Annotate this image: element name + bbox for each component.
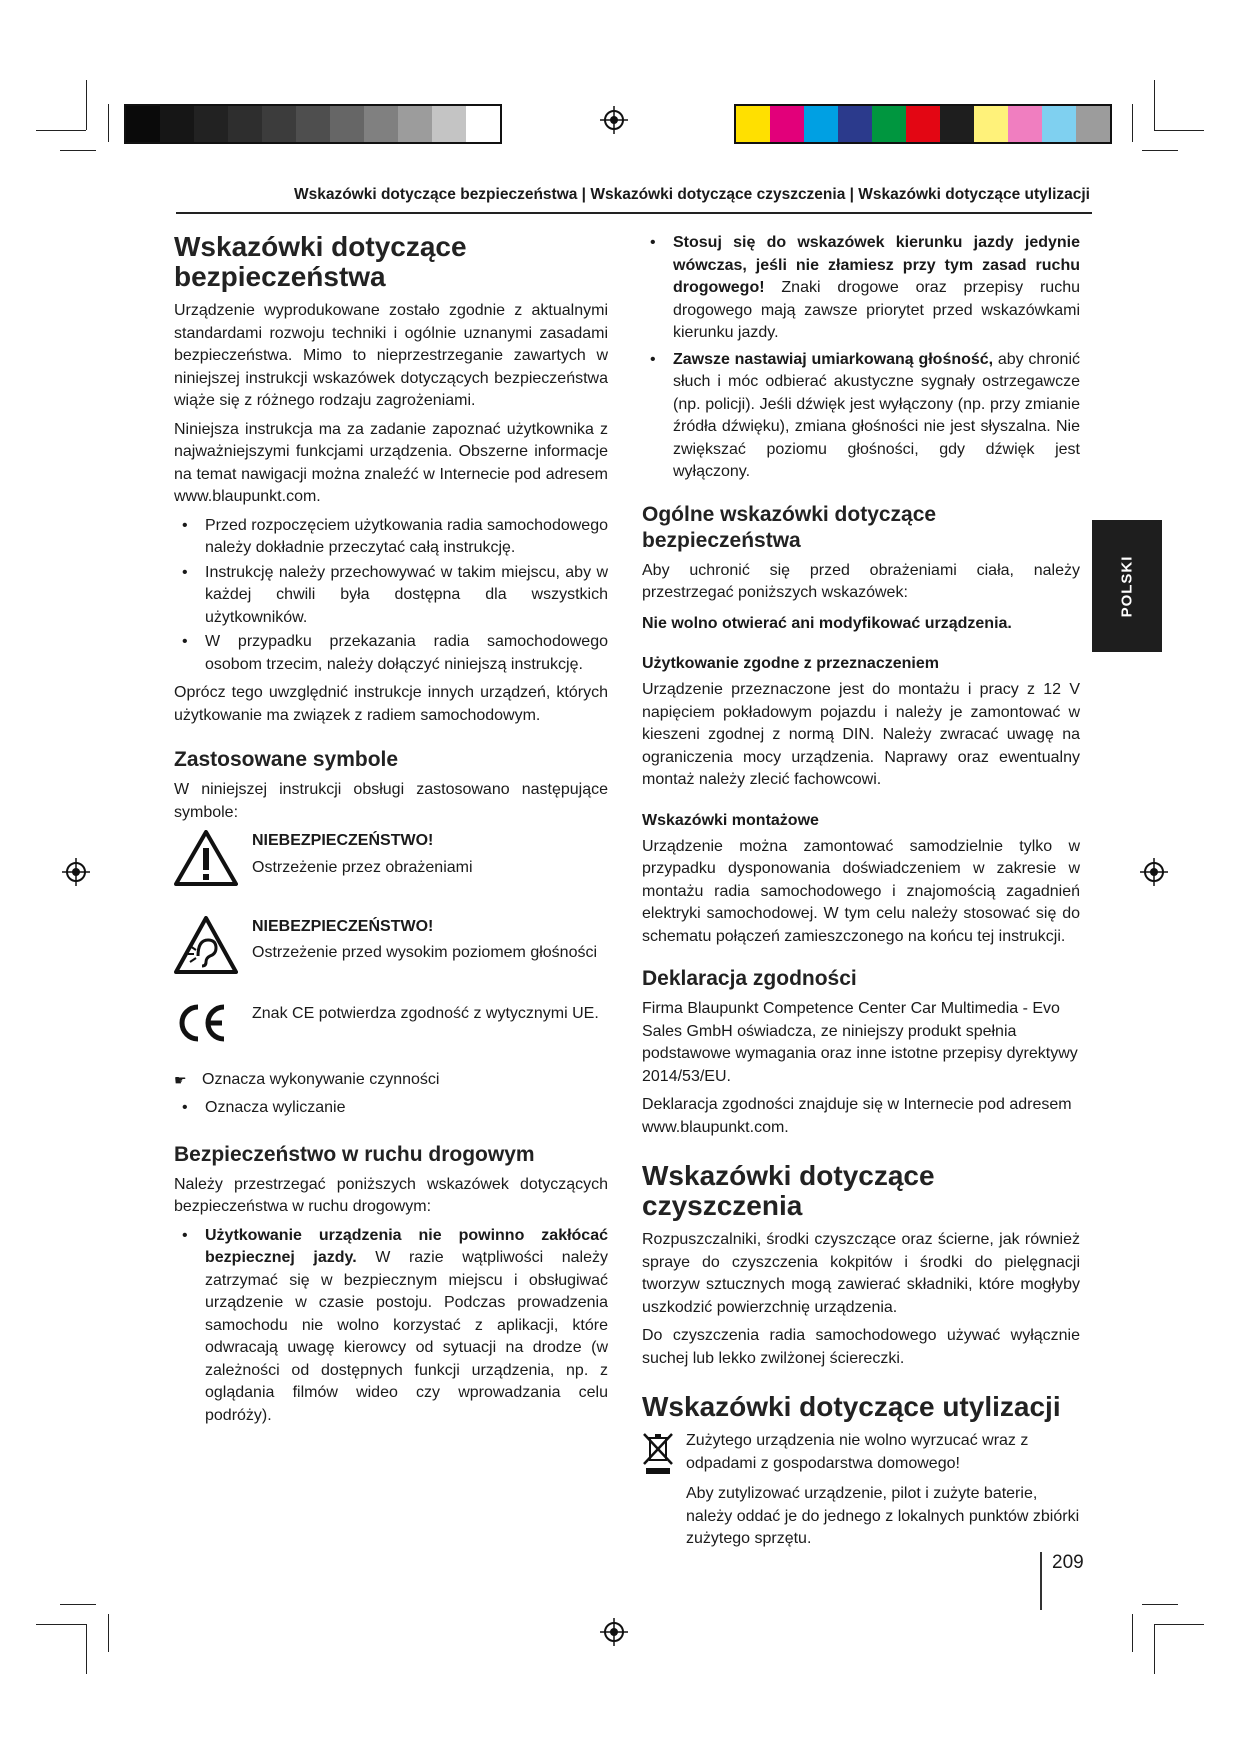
intro-paragraph: Oprócz tego uwzględnić instrukcje innych urządzeń, których użytkowanie ma związek z radiem samochodowym. [174, 684, 608, 724]
traffic-bullet-list [174, 1225, 608, 1428]
crop-mark [1154, 80, 1155, 130]
symbol-text: Ostrzeżenie przez obrażeniami [252, 858, 473, 876]
registration-mark-icon [1140, 858, 1168, 886]
crop-mark [108, 104, 109, 142]
list-item [174, 1225, 608, 1428]
cleaning-text: Rozpuszczalniki, środki czyszczące oraz ścierne, jak również spraye do czyszczenia kokpitów i środki do pielęgnacji tworzyw sztucznych mogą zawierać składniki, które mogłyby uszkodzić powierzchnię urządzenia. [642, 1231, 1080, 1316]
language-tab [1092, 520, 1162, 652]
general-safety-heading: Ogólne wskazówki dotyczące bezpieczeństwa [642, 502, 937, 552]
grayscale-calibration-bar [124, 104, 502, 144]
cleaning-title: Wskazówki dotyczące czyszczenia [642, 1160, 935, 1221]
symbols-intro: W niniejszej instrukcji obsługi zastosowano następujące symbole: [174, 781, 608, 821]
intended-use-text: Urządzenie przeznaczone jest do montażu i pracy z 12 V napięciem pokładowym pojazdu i należy je zamontować w kieszeni zgodnej z normą DIN. Należy zwracać uwagę na ograniczenia mocy urządzenia. Naprawy oraz ewentualny montaż należy zlecić fachowcowi. [642, 681, 1080, 788]
calibration-swatch [228, 106, 262, 142]
crop-mark [1154, 1624, 1204, 1625]
crop-mark [108, 1614, 109, 1652]
symbol-entry [174, 916, 608, 982]
intro-paragraph: Niniejsza instrukcja ma za zadanie zapoznać użytkownika z najważniejszymi funkcjami urządzenia. Obszerne informacje na temat nawigacji można znaleźć w Internecie pod adresem www.blaupunkt.com. [174, 420, 608, 505]
crop-mark [1142, 1604, 1178, 1605]
conformity-heading: Deklaracja zgodności [642, 967, 857, 990]
legend-action-label: Oznacza wykonywanie czynności [202, 1070, 440, 1088]
loud-volume-warning-icon [174, 916, 238, 974]
disposal-block [642, 1430, 1080, 1557]
calibration-swatch [770, 106, 804, 142]
ce-mark-icon [174, 1003, 230, 1043]
traffic-bullet-text: W razie wątpliwości należy zatrzymać się w bezpiecznym miejscu i obsługiwać urządzenie w czasie postoju. Podczas prowadzenia samochodu nie wolno korzystać z aplikacji, które odwracają uwagę kierowcy od sytuacji na drodze (w zależności od dostępnych funkcji urządzenia, np. z oglądania filmów wideo czy wprowadzania celu podróży). [205, 1249, 608, 1424]
registration-mark-icon [62, 858, 90, 886]
calibration-swatch [398, 106, 432, 142]
intro-bullet-list [174, 515, 608, 677]
language-tab-label: POLSKI [1118, 555, 1136, 617]
traffic-bullet-bold: Użytkowanie urządzenia nie powinno zakłócać bezpiecznej jazdy. [205, 1226, 608, 1266]
calibration-swatch [296, 106, 330, 142]
disposal-text: Zużytego urządzenia nie wolno wyrzucać wraz z odpadami z gospodarstwa domowego! [686, 1432, 1029, 1472]
crop-mark [60, 150, 96, 151]
calibration-swatch [432, 106, 466, 142]
symbol-title: NIEBEZPIECZEŃSTWO! [252, 917, 434, 935]
calibration-swatch [1042, 106, 1076, 142]
crop-mark [1154, 130, 1204, 131]
calibration-swatch [160, 106, 194, 142]
calibration-swatch [974, 106, 1008, 142]
general-safety-intro: Aby uchronić się przed obrażeniami ciała, należy przestrzegać poniższych wskazówek: [642, 561, 1080, 601]
crop-mark [36, 130, 86, 131]
calibration-swatch [872, 106, 906, 142]
calibration-swatch [330, 106, 364, 142]
list-item: • Przed rozpoczęciem użytkowania radia samochodowego należy dokładnie przeczytać całą instrukcję. [174, 515, 608, 560]
list-item: • W przypadku przekazania radia samochodowego osobom trzecim, należy dołączyć niniejszą instrukcję. [174, 631, 608, 676]
safety-title: Wskazówki dotyczące bezpieczeństwa [174, 231, 467, 292]
traffic-intro: Należy przestrzegać poniższych wskazówek dotyczących bezpieczeństwa w ruchu drogowym: [174, 1175, 608, 1215]
header-divider [176, 212, 1092, 214]
calibration-swatch [194, 106, 228, 142]
calibration-swatch [940, 106, 974, 142]
pointing-hand-icon: ☛ [174, 1071, 187, 1088]
calibration-swatch [804, 106, 838, 142]
calibration-swatch [736, 106, 770, 142]
page-number: 209 [1052, 1552, 1084, 1573]
symbol-text: Znak CE potwierdza zgodność z wytycznymi UE. [252, 1005, 599, 1022]
calibration-swatch [126, 106, 160, 142]
intended-use-heading: Użytkowanie zgodne z przeznaczeniem [642, 655, 939, 672]
conformity-text: Deklaracja zgodności znajduje się w Internecie pod adresem www.blaupunkt.com. [642, 1096, 1072, 1136]
calibration-swatch [906, 106, 940, 142]
symbols-heading: Zastosowane symbole [174, 748, 399, 771]
cleaning-text: Do czyszczenia radia samochodowego używać wyłącznie suchej lub lekko zwilżonej ściereczki. [642, 1327, 1080, 1367]
crop-mark [60, 1604, 96, 1605]
color-calibration-bar [734, 104, 1112, 144]
disposal-title: Wskazówki dotyczące utylizacji [642, 1391, 1061, 1422]
calibration-swatch [262, 106, 296, 142]
crop-mark [1132, 104, 1133, 142]
symbol-entry [174, 830, 608, 894]
right-column [642, 232, 1080, 1557]
legend-action [174, 1069, 608, 1092]
intro-paragraph: Urządzenie wyprodukowane zostało zgodnie z aktualnymi standardami rozwoju techniki i ogólnie uznanymi zasadami bezpieczeństwa. Mimo to nieprzestrzeganie zawartych w niniejszej instrukcji wskazówek dotyczących bezpieczeństwa wiąże się z różnego rodzaju zagrożeniami. [174, 302, 608, 409]
warning-triangle-icon [174, 830, 238, 886]
mounting-text: Urządzenie można zamontować samodzielnie tylko w przypadku dysponowania doświadczeniem w zakresie w montażu radia samochodowego i znajomością zagadnień elektryki samochodowej. W tym celu należy stosować się do schematu połączeń zamieszczonego na końcu tej instrukcji. [642, 837, 1080, 945]
calibration-swatch [466, 106, 500, 142]
calibration-swatch [1076, 106, 1110, 142]
general-safety-warning: Nie wolno otwierać ani modyfikować urządzenia. [642, 614, 1012, 632]
list-item [642, 349, 1080, 484]
registration-mark-icon [600, 1618, 628, 1646]
crop-mark [1154, 1624, 1155, 1674]
crop-mark [36, 1624, 86, 1625]
calibration-swatch [1008, 106, 1042, 142]
legend-list [174, 1097, 608, 1120]
symbol-text: Ostrzeżenie przed wysokim poziomem głośności [252, 944, 598, 961]
crop-mark [1142, 150, 1178, 151]
registration-mark-icon [600, 106, 628, 134]
list-item: • Instrukcję należy przechowywać w takim miejscu, aby w każdej chwili była dostępna dla wszystkich użytkowników. [174, 562, 608, 630]
traffic-heading: Bezpieczeństwo w ruchu drogowym [174, 1142, 535, 1166]
symbol-entry [174, 1003, 608, 1051]
list-item [642, 232, 1080, 345]
crop-mark [1132, 1614, 1133, 1652]
mounting-heading: Wskazówki montażowe [642, 811, 819, 829]
calibration-swatch [838, 106, 872, 142]
left-column [174, 232, 608, 1433]
list-item: • Oznacza wyliczanie [174, 1097, 608, 1120]
bullet-bold: Zawsze nastawiaj umiarkowaną głośność, [673, 350, 994, 368]
disposal-text: Aby zutylizować urządzenie, pilot i zużyte baterie, należy oddać je do jednego z lokalnych punktów zbiórki zużytego sprzętu. [686, 1485, 1080, 1547]
right-bullet-list [642, 232, 1080, 484]
bullet-bold: Stosuj się do wskazówek kierunku jazdy jedynie wówczas, jeśli nie złamiesz przy tym zasad ruchu drogowego! [673, 234, 1080, 296]
bullet-text: Znaki drogowe oraz przepisy ruchu drogowego mają zawsze priorytet przed wskazówkami kierunku jazdy. [673, 279, 1080, 341]
bullet-text: aby chronić słuch i móc odbierać akustyczne sygnały ostrzegawcze (np. policji). Jeśli dźwięk jest wyłączony (np. przy zmianie źródła dźwięku), zmiana głośności nie jest słyszalna. Nie zwiększać poziomu głośności, gdy dźwięk jest wyłączony. [673, 350, 1081, 480]
crop-mark [86, 1624, 87, 1674]
calibration-swatch [364, 106, 398, 142]
conformity-text: Firma Blaupunkt Competence Center Car Multimedia - Evo Sales GmbH oświadcza, ze niniejszy produkt spełnia podstawowe wymagania oraz inne istotne przepisy dyrektywy 2014/53/EU. [642, 1000, 1078, 1085]
page-number-divider [1040, 1552, 1042, 1610]
crop-mark [86, 80, 87, 130]
running-header: Wskazówki dotyczące bezpieczeństwa | Wskazówki dotyczące czyszczenia | Wskazówki dotyczące utylizacji [293, 186, 1090, 203]
symbol-title: NIEBEZPIECZEŃSTWO! [252, 832, 434, 849]
crossed-out-bin-icon [642, 1430, 674, 1476]
